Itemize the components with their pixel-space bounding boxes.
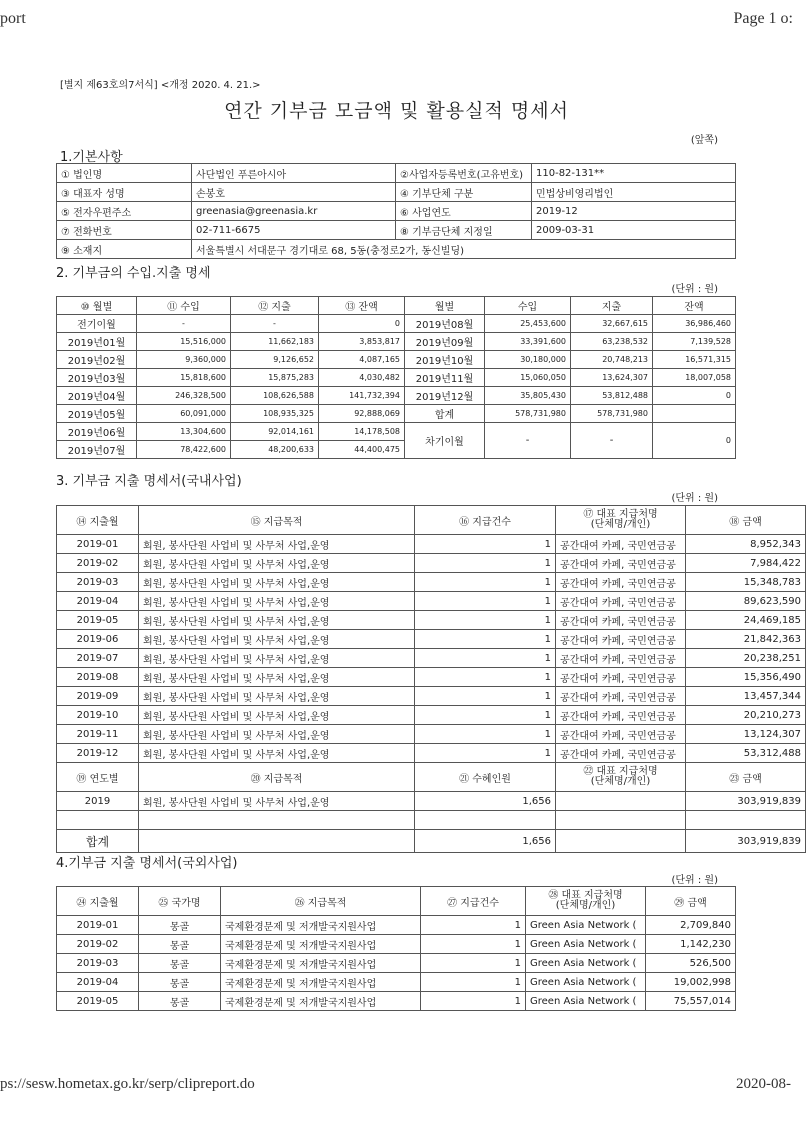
column-header-payee	[556, 506, 686, 535]
income-cell: 60,091,000	[137, 405, 231, 423]
purpose-cell: 회원, 봉사단원 사업비 및 사무처 사업,운영	[139, 611, 415, 630]
purpose-cell: 회원, 봉사단원 사업비 및 사무처 사업,운영	[139, 792, 415, 811]
purpose-cell: 국제환경문제 및 저개발국지원사업	[221, 916, 421, 935]
month-cell: 2019-04	[57, 973, 139, 992]
payee-cell	[556, 792, 686, 811]
month-cell: 2019년06월	[57, 423, 137, 441]
field-label: ③ 대표자 성명	[57, 183, 192, 202]
month-cell: 2019년11월	[405, 369, 485, 387]
overseas-table	[56, 886, 736, 1011]
header-line: ⑰ 대표 지급처명	[583, 509, 658, 520]
field-value: 110-82-131**	[532, 164, 736, 183]
column-header: ⑯ 지급건수	[415, 506, 556, 535]
payee-cell: Green Asia Network (	[526, 916, 646, 935]
payee-cell: Green Asia Network (	[526, 992, 646, 1011]
expense-cell: 108,626,588	[231, 387, 319, 405]
income-row	[57, 333, 736, 351]
column-header: ⑳ 지급목적	[139, 763, 415, 792]
balance-cell: 0	[653, 387, 736, 405]
domestic-row	[57, 535, 806, 554]
income-cell: 578,731,980	[485, 405, 571, 423]
overseas-row	[57, 935, 736, 954]
month-cell: 2019-01	[57, 916, 139, 935]
domestic-blank-row	[57, 811, 806, 830]
overseas-header-row	[57, 887, 736, 916]
amount-cell: 8,952,343	[686, 535, 806, 554]
amount-cell: 1,142,230	[646, 935, 736, 954]
balance-cell: 16,571,315	[653, 351, 736, 369]
expense-cell: 53,812,488	[571, 387, 653, 405]
field-label: ① 법인명	[57, 164, 192, 183]
month-cell: 2019-10	[57, 706, 139, 725]
column-header: ⑪ 수입	[137, 297, 231, 315]
purpose-cell: 회원, 봉사단원 사업비 및 사무처 사업,운영	[139, 706, 415, 725]
domestic-row	[57, 706, 806, 725]
balance-cell: 92,888,069	[319, 405, 405, 423]
month-cell: 2019년03월	[57, 369, 137, 387]
column-header: ㉙ 금액	[646, 887, 736, 916]
count-cell: 1	[415, 744, 556, 763]
expense-cell: 20,748,213	[571, 351, 653, 369]
amount-cell: 89,623,590	[686, 592, 806, 611]
income-header-row	[57, 297, 736, 315]
month-cell: 2019년04월	[57, 387, 137, 405]
income-unit: (단위 : 원)	[671, 284, 718, 295]
column-header: ㉓ 금액	[686, 763, 806, 792]
count-cell: 1	[415, 535, 556, 554]
month-cell: 2019-05	[57, 992, 139, 1011]
income-cell: 15,060,050	[485, 369, 571, 387]
count-cell: 1	[415, 573, 556, 592]
month-cell: 2019-08	[57, 668, 139, 687]
balance-cell: 4,087,165	[319, 351, 405, 369]
payee-cell: 공간대여 카페, 국민연금공	[556, 744, 686, 763]
amount-cell: 24,469,185	[686, 611, 806, 630]
month-cell: 2019-04	[57, 592, 139, 611]
form-number: [별지 제63호의7서식] <개정 2020. 4. 21.>	[60, 80, 261, 91]
amount-cell: 303,919,839	[686, 792, 806, 811]
payee-cell: 공간대여 카페, 국민연금공	[556, 592, 686, 611]
expense-cell: 108,935,325	[231, 405, 319, 423]
print-header-left: port	[0, 10, 26, 27]
total-amount: 303,919,839	[686, 830, 806, 853]
amount-cell: 13,457,344	[686, 687, 806, 706]
section-overseas-title: 4.기부금 지출 명세서(국외사업)	[56, 856, 238, 871]
purpose-cell: 국제환경문제 및 저개발국지원사업	[221, 992, 421, 1011]
income-cell: 30,180,000	[485, 351, 571, 369]
header-subline: (단체명/개인)	[555, 900, 616, 911]
field-value: 민법상비영리법인	[532, 183, 736, 202]
count-cell: 1	[415, 630, 556, 649]
purpose-cell: 회원, 봉사단원 사업비 및 사무처 사업,운영	[139, 554, 415, 573]
country-cell: 몽골	[139, 935, 221, 954]
domestic-total-row	[57, 830, 806, 853]
amount-cell: 15,356,490	[686, 668, 806, 687]
column-header: 월별	[405, 297, 485, 315]
header-subline: (단체명/개인)	[590, 519, 651, 530]
field-value: greenasia@greenasia.kr	[192, 202, 396, 221]
column-header: ⑩ 월별	[57, 297, 137, 315]
overseas-row	[57, 992, 736, 1011]
income-cell: 246,328,500	[137, 387, 231, 405]
count-cell: 1	[415, 725, 556, 744]
income-row	[57, 423, 736, 441]
field-label: ④ 기부단체 구분	[396, 183, 532, 202]
balance-cell: 14,178,508	[319, 423, 405, 441]
address-value: 서울특별시 서대문구 경기대로 68, 5동(충정로2가, 동신빌딩)	[192, 240, 736, 259]
domestic-row	[57, 592, 806, 611]
count-cell: 1	[421, 954, 526, 973]
domestic-year-header-row	[57, 763, 806, 792]
month-cell: 2019년01월	[57, 333, 137, 351]
balance-cell: 141,732,394	[319, 387, 405, 405]
domestic-row	[57, 630, 806, 649]
month-cell: 2019-01	[57, 535, 139, 554]
income-cell: -	[137, 315, 231, 333]
month-cell: 2019-03	[57, 954, 139, 973]
income-cell: 78,422,600	[137, 441, 231, 459]
amount-cell: 7,984,422	[686, 554, 806, 573]
payee-cell: 공간대여 카페, 국민연금공	[556, 706, 686, 725]
basic-row	[57, 183, 736, 202]
count-cell: 1	[415, 592, 556, 611]
page-side-label: (앞쪽)	[690, 135, 718, 146]
month-cell: 2019-05	[57, 611, 139, 630]
empty-cell	[556, 830, 686, 853]
amount-cell: 20,238,251	[686, 649, 806, 668]
column-header: ⑫ 지출	[231, 297, 319, 315]
total-count: 1,656	[415, 830, 556, 853]
income-cell: 13,304,600	[137, 423, 231, 441]
domestic-year-row	[57, 792, 806, 811]
balance-cell: 44,400,475	[319, 441, 405, 459]
income-row	[57, 369, 736, 387]
balance-cell: 7,139,528	[653, 333, 736, 351]
balance-cell	[653, 405, 736, 423]
income-cell: 9,360,000	[137, 351, 231, 369]
empty-cell	[415, 811, 556, 830]
amount-cell: 13,124,307	[686, 725, 806, 744]
basic-info-table	[56, 163, 736, 259]
header-line: ㉘ 대표 지급처명	[548, 890, 623, 901]
field-value: 2009-03-31	[532, 221, 736, 240]
payee-cell: 공간대여 카페, 국민연금공	[556, 554, 686, 573]
payee-cell: 공간대여 카페, 국민연금공	[556, 630, 686, 649]
overseas-row	[57, 973, 736, 992]
domestic-header-row	[57, 506, 806, 535]
purpose-cell: 회원, 봉사단원 사업비 및 사무처 사업,운영	[139, 687, 415, 706]
payee-cell: 공간대여 카페, 국민연금공	[556, 668, 686, 687]
purpose-cell: 회원, 봉사단원 사업비 및 사무처 사업,운영	[139, 744, 415, 763]
overseas-unit: (단위 : 원)	[671, 875, 718, 886]
section-domestic-title: 3. 기부금 지출 명세서(국내사업)	[56, 474, 242, 489]
empty-cell	[139, 830, 415, 853]
count-cell: 1	[415, 668, 556, 687]
month-cell: 합계	[405, 405, 485, 423]
domestic-unit: (단위 : 원)	[671, 493, 718, 504]
count-cell: 1	[415, 706, 556, 725]
country-cell: 몽골	[139, 973, 221, 992]
basic-row	[57, 202, 736, 221]
header-line: ㉒ 대표 지급처명	[583, 766, 658, 777]
purpose-cell: 국제환경문제 및 저개발국지원사업	[221, 973, 421, 992]
country-cell: 몽골	[139, 992, 221, 1011]
empty-cell	[686, 811, 806, 830]
field-value: 손봉호	[192, 183, 396, 202]
count-cell: 1	[421, 992, 526, 1011]
column-header: ⑬ 잔액	[319, 297, 405, 315]
payee-cell: 공간대여 카페, 국민연금공	[556, 649, 686, 668]
amount-cell: 19,002,998	[646, 973, 736, 992]
column-header: ⑲ 연도별	[57, 763, 139, 792]
column-header: ⑮ 지급목적	[139, 506, 415, 535]
purpose-cell: 회원, 봉사단원 사업비 및 사무처 사업,운영	[139, 573, 415, 592]
month-cell: 2019-02	[57, 935, 139, 954]
domestic-row	[57, 554, 806, 573]
domestic-row	[57, 744, 806, 763]
expense-cell: 63,238,532	[571, 333, 653, 351]
purpose-cell: 회원, 봉사단원 사업비 및 사무처 사업,운영	[139, 630, 415, 649]
month-cell: 2019-02	[57, 554, 139, 573]
income-row	[57, 387, 736, 405]
income-row	[57, 351, 736, 369]
income-cell: 15,516,000	[137, 333, 231, 351]
basic-row-address	[57, 240, 736, 259]
empty-cell	[556, 811, 686, 830]
payee-cell: Green Asia Network (	[526, 973, 646, 992]
month-cell: 2019-07	[57, 649, 139, 668]
column-header: ㉑ 수혜인원	[415, 763, 556, 792]
month-cell: 2019년02월	[57, 351, 137, 369]
field-label: ⑧ 기부금단체 지정일	[396, 221, 532, 240]
count-cell: 1	[421, 916, 526, 935]
expense-cell: 15,875,283	[231, 369, 319, 387]
domestic-row	[57, 611, 806, 630]
month-cell: 2019년07월	[57, 441, 137, 459]
carry-balance: 0	[653, 423, 736, 459]
purpose-cell: 국제환경문제 및 저개발국지원사업	[221, 935, 421, 954]
expense-cell: 92,014,161	[231, 423, 319, 441]
purpose-cell: 회원, 봉사단원 사업비 및 사무처 사업,운영	[139, 592, 415, 611]
expense-cell: 9,126,652	[231, 351, 319, 369]
month-cell: 2019년09월	[405, 333, 485, 351]
month-cell: 2019년05월	[57, 405, 137, 423]
country-cell: 몽골	[139, 916, 221, 935]
purpose-cell: 회원, 봉사단원 사업비 및 사무처 사업,운영	[139, 725, 415, 744]
income-cell: 15,818,600	[137, 369, 231, 387]
month-cell: 2019-12	[57, 744, 139, 763]
month-cell: 2019-11	[57, 725, 139, 744]
month-cell: 2019년08월	[405, 315, 485, 333]
expense-cell: 48,200,633	[231, 441, 319, 459]
income-row	[57, 315, 736, 333]
income-row	[57, 405, 736, 423]
column-header-payee	[526, 887, 646, 916]
amount-cell: 21,842,363	[686, 630, 806, 649]
column-header: ⑱ 금액	[686, 506, 806, 535]
month-cell: 2019년12월	[405, 387, 485, 405]
amount-cell: 53,312,488	[686, 744, 806, 763]
amount-cell: 20,210,273	[686, 706, 806, 725]
country-cell: 몽골	[139, 954, 221, 973]
count-cell: 1	[421, 973, 526, 992]
page-title: 연간 기부금 모금액 및 활용실적 명세서	[224, 100, 569, 122]
column-header: 잔액	[653, 297, 736, 315]
balance-cell: 18,007,058	[653, 369, 736, 387]
domestic-table	[56, 505, 806, 853]
month-cell: 2019-09	[57, 687, 139, 706]
basic-row	[57, 221, 736, 240]
purpose-cell: 회원, 봉사단원 사업비 및 사무처 사업,운영	[139, 668, 415, 687]
column-header: ㉔ 지출월	[57, 887, 139, 916]
print-footer-url: ps://sesw.hometax.go.kr/serp/clipreport.do	[0, 1076, 255, 1092]
carry-expense: -	[571, 423, 653, 459]
empty-cell	[57, 811, 139, 830]
income-cell: 33,391,600	[485, 333, 571, 351]
count-cell: 1	[421, 935, 526, 954]
header-subline: (단체명/개인)	[590, 776, 651, 787]
count-cell: 1,656	[415, 792, 556, 811]
address-label: ⑨ 소재지	[57, 240, 192, 259]
payee-cell: 공간대여 카페, 국민연금공	[556, 573, 686, 592]
month-cell: 2019-06	[57, 630, 139, 649]
carry-label: 차기이월	[405, 423, 485, 459]
month-cell: 전기이월	[57, 315, 137, 333]
expense-cell: 578,731,980	[571, 405, 653, 423]
overseas-row	[57, 954, 736, 973]
field-value: 02-711-6675	[192, 221, 396, 240]
field-label: ②사업자등록번호(고유번호)	[396, 164, 532, 183]
field-value: 2019-12	[532, 202, 736, 221]
domestic-row	[57, 668, 806, 687]
print-footer-date: 2020-08-	[736, 1076, 791, 1092]
column-header: 수입	[485, 297, 571, 315]
amount-cell: 526,500	[646, 954, 736, 973]
year-cell: 2019	[57, 792, 139, 811]
expense-cell: 32,667,615	[571, 315, 653, 333]
total-label: 합계	[57, 830, 139, 853]
balance-cell: 3,853,817	[319, 333, 405, 351]
field-label: ⑦ 전화번호	[57, 221, 192, 240]
basic-row	[57, 164, 736, 183]
count-cell: 1	[415, 554, 556, 573]
balance-cell: 0	[319, 315, 405, 333]
empty-cell	[139, 811, 415, 830]
section-basic-title: 1.기본사항	[60, 150, 123, 165]
column-header: ⑭ 지출월	[57, 506, 139, 535]
amount-cell: 75,557,014	[646, 992, 736, 1011]
count-cell: 1	[415, 611, 556, 630]
domestic-row	[57, 649, 806, 668]
column-header: ㉖ 지급목적	[221, 887, 421, 916]
expense-cell: 11,662,183	[231, 333, 319, 351]
domestic-row	[57, 573, 806, 592]
carry-income: -	[485, 423, 571, 459]
overseas-row	[57, 916, 736, 935]
payee-cell: Green Asia Network (	[526, 954, 646, 973]
purpose-cell: 국제환경문제 및 저개발국지원사업	[221, 954, 421, 973]
payee-cell: 공간대여 카페, 국민연금공	[556, 611, 686, 630]
balance-cell: 4,030,482	[319, 369, 405, 387]
field-label: ⑥ 사업연도	[396, 202, 532, 221]
amount-cell: 15,348,783	[686, 573, 806, 592]
domestic-row	[57, 725, 806, 744]
column-header-payee	[556, 763, 686, 792]
expense-cell: 13,624,307	[571, 369, 653, 387]
income-cell: 35,805,430	[485, 387, 571, 405]
section-income-title: 2. 기부금의 수입.지출 명세	[56, 266, 211, 281]
amount-cell: 2,709,840	[646, 916, 736, 935]
balance-cell: 36,986,460	[653, 315, 736, 333]
month-cell: 2019-03	[57, 573, 139, 592]
print-header-right: Page 1 o:	[733, 10, 793, 27]
field-value: 사단법인 푸른아시아	[192, 164, 396, 183]
income-table	[56, 296, 736, 459]
field-label: ⑤ 전자우편주소	[57, 202, 192, 221]
count-cell: 1	[415, 687, 556, 706]
month-cell: 2019년10월	[405, 351, 485, 369]
payee-cell: 공간대여 카페, 국민연금공	[556, 535, 686, 554]
purpose-cell: 회원, 봉사단원 사업비 및 사무처 사업,운영	[139, 649, 415, 668]
column-header: ㉕ 국가명	[139, 887, 221, 916]
expense-cell: -	[231, 315, 319, 333]
payee-cell: 공간대여 카페, 국민연금공	[556, 687, 686, 706]
domestic-row	[57, 687, 806, 706]
count-cell: 1	[415, 649, 556, 668]
column-header: ㉗ 지급건수	[421, 887, 526, 916]
payee-cell: Green Asia Network (	[526, 935, 646, 954]
payee-cell: 공간대여 카페, 국민연금공	[556, 725, 686, 744]
purpose-cell: 회원, 봉사단원 사업비 및 사무처 사업,운영	[139, 535, 415, 554]
column-header: 지출	[571, 297, 653, 315]
income-cell: 25,453,600	[485, 315, 571, 333]
